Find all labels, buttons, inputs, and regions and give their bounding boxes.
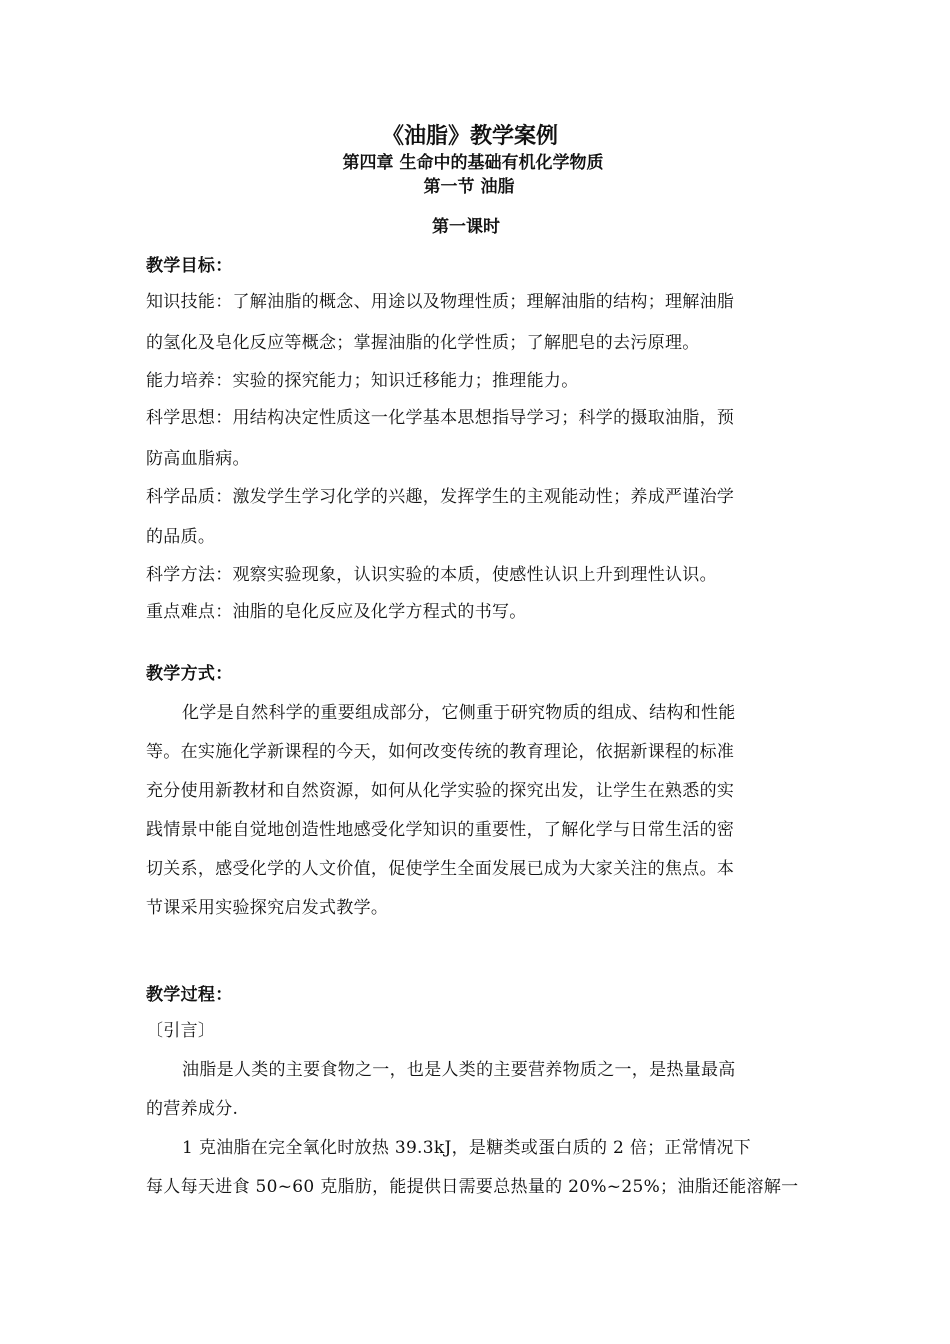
- objectives-line: 的氢化及皂化反应等概念；掌握油脂的化学性质；了解肥皂的去污原理。: [146, 333, 700, 353]
- objectives-line: 防高血脂病。: [146, 449, 250, 469]
- process-line: 的营养成分.: [146, 1099, 239, 1119]
- document-title: 《油脂》教学案例: [381, 124, 558, 149]
- method-line: 充分使用新教材和自然资源，如何从化学实验的探究出发，让学生在熟悉的实: [146, 781, 735, 801]
- objectives-line: 科学思想：用结构决定性质这一化学基本思想指导学习；科学的摄取油脂，预: [146, 408, 735, 428]
- objectives-line: 科学品质：激发学生学习化学的兴趣，发挥学生的主观能动性；养成严谨治学: [146, 487, 735, 507]
- chapter-title: 第四章 生命中的基础有机化学物质: [342, 153, 604, 173]
- method-line: 切关系，感受化学的人文价值，促使学生全面发展已成为大家关注的焦点。本: [146, 859, 735, 879]
- lesson-title: 第一课时: [432, 217, 500, 237]
- objectives-line: 重点难点：油脂的皂化反应及化学方程式的书写。: [146, 602, 527, 622]
- section-title: 第一节 油脂: [423, 177, 515, 197]
- objectives-heading: 教学目标：: [146, 256, 233, 276]
- method-line: 节课采用实验探究启发式教学。: [146, 898, 389, 918]
- method-line: 践情景中能自觉地创造性地感受化学知识的重要性，了解化学与日常生活的密: [146, 820, 735, 840]
- method-line: 等。在实施化学新课程的今天，如何改变传统的教育理论，依据新课程的标准: [146, 742, 735, 762]
- objectives-line: 知识技能：了解油脂的概念、用途以及物理性质；理解油脂的结构；理解油脂: [146, 292, 735, 312]
- process-intro: 〔引言〕: [146, 1021, 216, 1041]
- process-line: 每人每天进食 50~60 克脂肪，能提供日需要总热量的 20%~25%；油脂还能溶解一: [146, 1177, 799, 1197]
- process-line: 油脂是人类的主要食物之一，也是人类的主要营养物质之一，是热量最高: [182, 1060, 736, 1080]
- objectives-line: 科学方法：观察实验现象，认识实验的本质，使感性认识上升到理性认识。: [146, 565, 717, 585]
- process-heading: 教学过程：: [146, 985, 233, 1005]
- objectives-line: 的品质。: [146, 527, 216, 547]
- method-heading: 教学方式：: [146, 664, 233, 684]
- process-line: 1 克油脂在完全氧化时放热 39.3kJ，是糖类或蛋白质的 2 倍；正常情况下: [182, 1138, 751, 1158]
- method-line: 化学是自然科学的重要组成部分，它侧重于研究物质的组成、结构和性能: [182, 703, 736, 723]
- objectives-line: 能力培养：实验的探究能力；知识迁移能力；推理能力。: [146, 371, 579, 391]
